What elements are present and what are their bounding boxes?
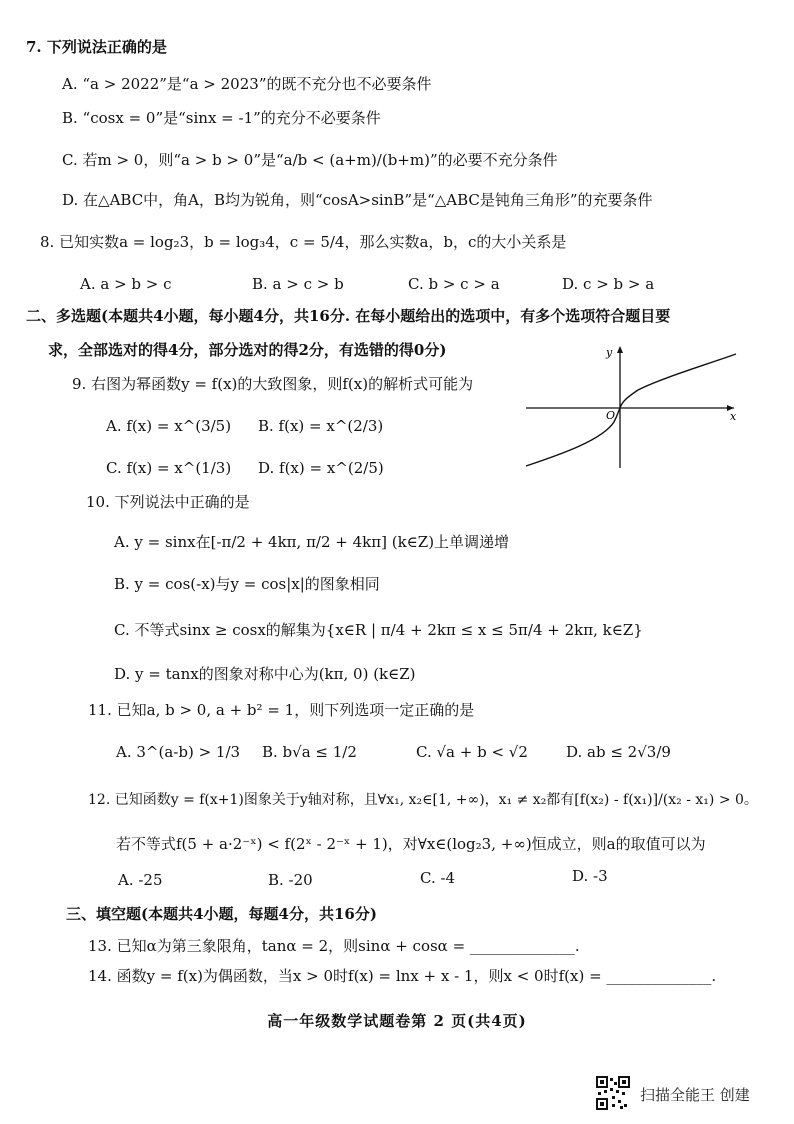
q10-option-a: A. y = sinx在[-π/2 + 4kπ, π/2 + 4kπ] (k∈Z)上单调递增 xyxy=(114,533,510,551)
section2-title-line2: 求，全部选对的得4分，部分选对的得2分，有选错的得0分) xyxy=(48,341,447,359)
section3-title: 三、填空题(本题共4小题，每题4分，共16分) xyxy=(66,905,377,923)
q8-option-d: D. c > b > a xyxy=(562,275,655,293)
q10-option-c: C. 不等式sinx ≥ cosx的解集为{x∈R | π/4 + 2kπ ≤ x ≤ 5π/4 + 2kπ, k∈Z} xyxy=(114,621,643,639)
q10-option-d: D. y = tanx的图象对称中心为(kπ, 0) (k∈Z) xyxy=(114,665,416,683)
q13: 13. 已知α为第三象限角，tanα = 2，则sinα + cosα = ______________. xyxy=(88,937,580,955)
curve xyxy=(526,354,736,466)
q11-option-c: C. √a + b < √2 xyxy=(416,743,528,761)
q7-option-d: D. 在△ABC中，角A，B均为锐角，则“cosA>sinB”是“△ABC是钝角三角形”的充要条件 xyxy=(62,191,653,209)
q10-option-b: B. y = cos(-x)与y = cos|x|的图象相同 xyxy=(114,575,380,593)
q7-option-a: A. “a > 2022”是“a > 2023”的既不充分也不必要条件 xyxy=(62,75,432,93)
q8-option-b: B. a > c > b xyxy=(252,275,344,293)
q9-option-d: D. f(x) = x^(2/5) xyxy=(258,459,384,477)
q11-stem: 11. 已知a, b > 0, a + b² = 1，则下列选项一定正确的是 xyxy=(88,701,475,719)
q8-option-a: A. a > b > c xyxy=(80,275,172,293)
q8-stem: 8. 已知实数a = log₂3，b = log₃4，c = 5/4，那么实数a，b，c的大小关系是 xyxy=(40,233,567,251)
y-axis-label: y xyxy=(606,346,613,359)
power-function-graph xyxy=(522,344,740,470)
q12-option-d: D. -3 xyxy=(572,867,608,885)
q12-option-c: C. -4 xyxy=(420,869,456,887)
q11-option-b: B. b√a ≤ 1/2 xyxy=(262,743,357,761)
q9-option-c: C. f(x) = x^(1/3) xyxy=(106,459,232,477)
qr-code-icon xyxy=(596,1076,630,1110)
q8-option-c: C. b > c > a xyxy=(408,275,500,293)
q12-stem-line2: 若不等式f(5 + a·2⁻ˣ) < f(2ˣ - 2⁻ˣ + 1)，对∀x∈(log₂3, +∞)恒成立，则a的取值可以为 xyxy=(116,835,706,853)
q9-option-a: A. f(x) = x^(3/5) xyxy=(106,417,232,435)
q12-option-b: B. -20 xyxy=(268,871,313,889)
q7-stem: 7. 下列说法正确的是 xyxy=(26,38,167,56)
section2-title-line1: 二、多选题(本题共4小题，每小题4分，共16分. 在每小题给出的选项中，有多个选项符合题目要 xyxy=(26,307,671,325)
q7-option-c: C. 若m > 0，则“a > b > 0”是“a/b < (a+m)/(b+m)”的必要不充分条件 xyxy=(62,151,558,169)
q11-option-d: D. ab ≤ 2√3/9 xyxy=(566,743,671,761)
q9-option-b: B. f(x) = x^(2/3) xyxy=(258,417,384,435)
q12-stem-line1: 12. 已知函数y = f(x+1)图象关于y轴对称，且∀x₁, x₂∈[1, +∞)，x₁ ≠ x₂都有[f(x₂) - f(x₁)]/(x₂ - x₁) > 0。 xyxy=(88,792,758,808)
scanner-watermark: 扫描全能王 创建 xyxy=(640,1086,750,1104)
q14: 14. 函数y = f(x)为偶函数，当x > 0时f(x) = lnx + x - 1，则x < 0时f(x) = ______________. xyxy=(88,967,717,985)
origin-label: O xyxy=(606,409,616,422)
q12-option-a: A. -25 xyxy=(118,871,163,889)
q10-stem: 10. 下列说法中正确的是 xyxy=(86,493,250,511)
q9-stem: 9. 右图为幂函数y = f(x)的大致图象，则f(x)的解析式可能为 xyxy=(72,375,474,393)
q7-option-b: B. “cosx = 0”是“sinx = -1”的充分不必要条件 xyxy=(62,109,381,127)
y-axis-arrow-icon xyxy=(617,346,623,353)
page-footer: 高一年级数学试题卷第 2 页(共4页) xyxy=(267,1012,527,1030)
x-axis-label: x xyxy=(730,410,737,423)
q11-option-a: A. 3^(a-b) > 1/3 xyxy=(116,743,241,761)
